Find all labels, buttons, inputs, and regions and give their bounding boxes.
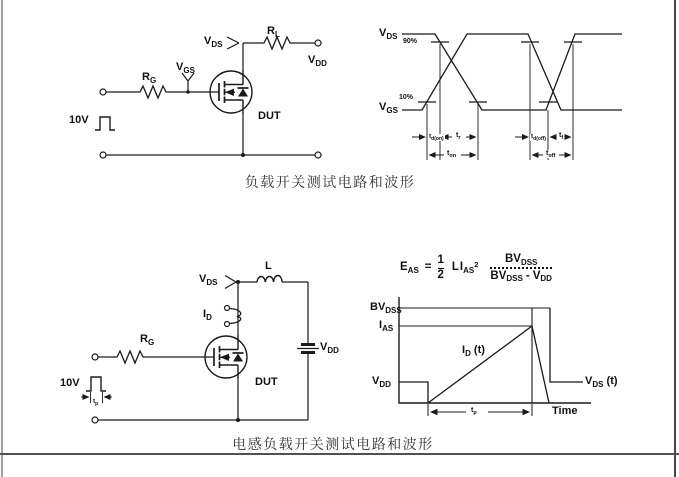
w1-toff-label: $t_{off}$ bbox=[546, 150, 556, 159]
circuit1-linework bbox=[95, 37, 321, 158]
c2-rg-label: $R_G$ bbox=[140, 333, 155, 347]
w2-vds-t-label: $V_{DS}$ (t) bbox=[585, 375, 618, 389]
w1-vds-label: $V_{DS}$ bbox=[379, 27, 398, 41]
w1-vgs-label: $V_{GS}$ bbox=[379, 101, 398, 115]
w2-tp-label: $t_p$ bbox=[471, 407, 477, 416]
w1-ton-label: $t_{on}$ bbox=[447, 150, 457, 159]
c1-pulse-label: 10V bbox=[69, 114, 89, 126]
c2-l-label: L bbox=[265, 260, 272, 272]
w2-id-t-label: $I_D$ (t) bbox=[462, 344, 485, 358]
c1-vdd-label: $V_{DD}$ bbox=[308, 54, 327, 68]
w2-time-label: Time bbox=[552, 405, 578, 417]
c1-rl-label: $R_L$ bbox=[267, 25, 280, 39]
w1-tr-label: $t_r$ bbox=[456, 132, 461, 141]
c2-vdd-label: $V_{DD}$ bbox=[320, 341, 339, 355]
w1-tf-label: $t_f$ bbox=[559, 132, 564, 141]
c2-tp-label: $t_p$ bbox=[93, 398, 99, 407]
circuit2-linework bbox=[81, 273, 319, 424]
w2-bvdss-label: $BV_{DSS}$ bbox=[370, 301, 402, 315]
w1-90pct-label: 90% bbox=[403, 38, 418, 45]
w2-vdd-label: $V_{DD}$ bbox=[372, 375, 391, 389]
c1-vgs-label: $V_{GS}$ bbox=[176, 61, 195, 75]
w1-td-on-label: $t_{d(on)}$ bbox=[429, 133, 444, 142]
w2-ias-label: $I_{AS}$ bbox=[379, 319, 394, 333]
c1-dut-label: DUT bbox=[258, 110, 281, 122]
wave2-linework bbox=[399, 297, 591, 416]
c2-dut-label: DUT bbox=[255, 376, 278, 388]
c2-vds-label: $V_{DS}$ bbox=[199, 273, 218, 287]
avalanche-energy-equation: $E_{AS}$ = $\frac{1}{2}$ L $I_{AS}^2$ $BV_{DSS}$ BV $_{DSS}$ - V $_{DD}$ bbox=[400, 253, 552, 283]
w1-10pct-label: 10% bbox=[399, 94, 414, 101]
c2-pulse-label: 10V bbox=[60, 377, 80, 389]
c1-vds-label: $V_{DS}$ bbox=[204, 35, 223, 49]
w1-td-off-label: $t_{d(off)}$ bbox=[531, 133, 546, 142]
caption-resistive-switching: 负载开关测试电路和波形 bbox=[244, 176, 416, 191]
c1-rg-label: $R_G$ bbox=[142, 71, 157, 85]
bvdss-fraction: $BV_{DSS}$ BV $_{DSS}$ - V $_{DD}$ bbox=[490, 253, 552, 283]
one-half-fraction: $\frac{1}{2}$ bbox=[437, 253, 444, 281]
caption-inductive-switching: 电感负载开关测试电路和波形 bbox=[232, 438, 434, 453]
c2-id-label: $I_D$ bbox=[203, 308, 212, 322]
